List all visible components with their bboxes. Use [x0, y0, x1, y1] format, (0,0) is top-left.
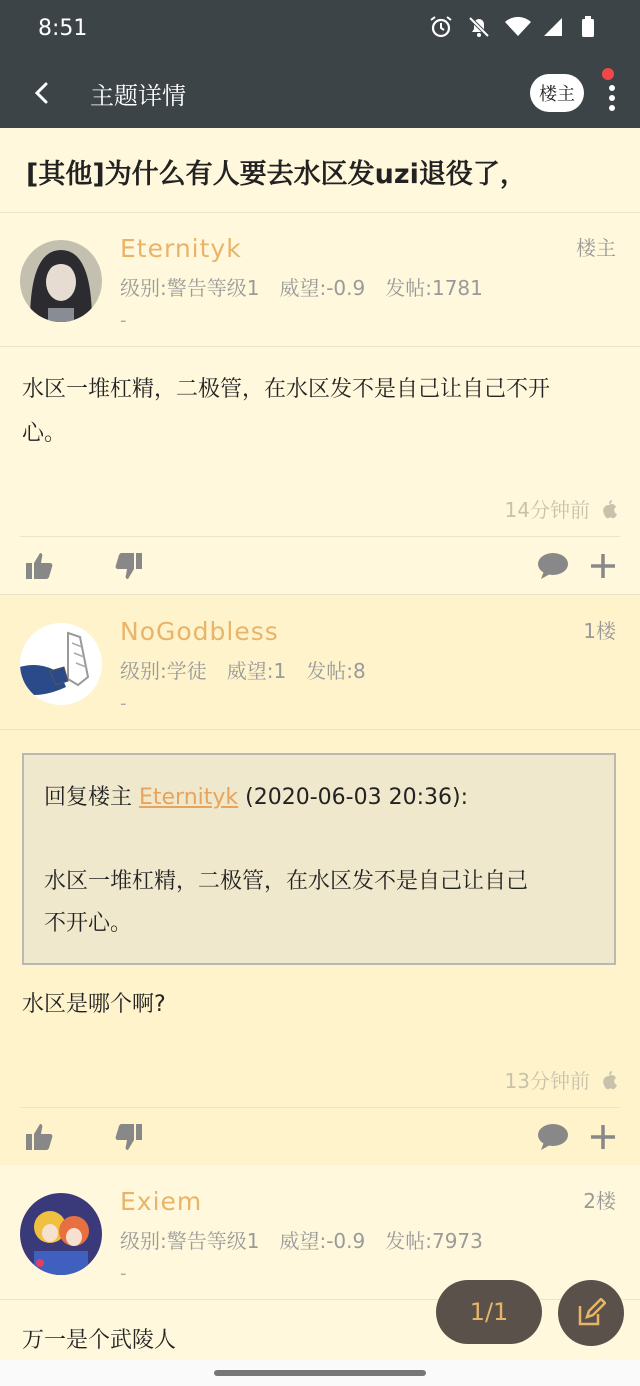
thumb-down-icon: [112, 549, 146, 583]
author-row: [0, 595, 640, 730]
quote-date: (2020-06-03 20:36):: [238, 785, 468, 810]
post-content-line: 水区一堆杠精，二极管，在水区发不是自己让自己不开: [22, 377, 551, 402]
post-content: [22, 368, 620, 456]
status-icons: [428, 14, 606, 40]
thread-title: [其他]为什么有人要去水区发uzi退役了，: [26, 159, 527, 190]
user-level: 级别:警告等级1: [120, 1229, 260, 1253]
user-meta: [120, 1225, 483, 1254]
user-meta: [120, 655, 366, 684]
signal-icon: [542, 14, 568, 40]
user-post-count: 发帖:7973: [385, 1229, 483, 1253]
post-time-text: 13分钟前: [504, 1069, 590, 1093]
page-title: 主题详情: [90, 82, 186, 110]
username[interactable]: Exiem: [120, 1187, 203, 1216]
quote-header: [44, 777, 594, 819]
like-button[interactable]: [22, 1120, 56, 1154]
author-row: [0, 212, 640, 347]
notification-dot: [602, 68, 614, 80]
plus-icon: [586, 1120, 620, 1154]
post-op: [0, 212, 640, 594]
thread-title-area: [0, 128, 640, 213]
post-time: [505, 494, 618, 523]
avatar[interactable]: [20, 623, 102, 705]
user-signature: -: [120, 1263, 127, 1284]
avatar[interactable]: [20, 240, 102, 322]
alarm-icon: [428, 14, 454, 40]
floor-label: 2楼: [583, 1189, 616, 1213]
quote-line: 不开心。: [44, 911, 133, 936]
status-bar: [0, 0, 640, 58]
thumb-down-icon: [112, 1120, 146, 1154]
system-nav-bar: [0, 1360, 640, 1386]
back-button[interactable]: [22, 76, 62, 110]
thumb-up-icon: [22, 549, 56, 583]
dislike-button[interactable]: [112, 1120, 146, 1154]
app-bar: [0, 58, 640, 128]
dislike-button[interactable]: [112, 549, 146, 583]
page-indicator-button[interactable]: 1/1: [436, 1280, 542, 1344]
home-gesture-pill[interactable]: [214, 1370, 426, 1376]
user-prestige: 威望:-0.9: [279, 1229, 366, 1253]
add-button[interactable]: [586, 1120, 620, 1154]
avatar[interactable]: [20, 1193, 102, 1275]
comment-icon: [536, 549, 570, 583]
user-signature: -: [120, 310, 127, 331]
edit-icon: [576, 1298, 606, 1328]
comment-button[interactable]: [536, 1120, 570, 1154]
user-meta: [120, 272, 483, 301]
apple-icon: [600, 499, 618, 519]
quote-line: 水区一堆杠精，二极管，在水区发不是自己让自己: [44, 869, 529, 894]
user-post-count: 发帖:1781: [385, 276, 483, 300]
username[interactable]: NoGodbless: [120, 617, 279, 646]
apple-icon: [600, 1070, 618, 1090]
post-reply: [0, 594, 640, 1165]
thumb-up-icon: [22, 1120, 56, 1154]
comment-icon: [536, 1120, 570, 1154]
comment-button[interactable]: [536, 549, 570, 583]
post-content: 万一是个武陵人: [22, 1328, 177, 1353]
user-prestige: 威望:1: [226, 659, 287, 683]
user-level: 级别:学徒: [120, 659, 207, 683]
floor-label: 楼主: [576, 236, 616, 260]
user-prestige: 威望:-0.9: [279, 276, 366, 300]
battery-icon: [580, 14, 606, 40]
like-button[interactable]: [22, 549, 56, 583]
post-time: [505, 1065, 618, 1094]
notifications-off-icon: [466, 14, 492, 40]
post-reply: [0, 1165, 640, 1360]
status-time: 8:51: [38, 16, 88, 41]
chevron-left-icon: [22, 76, 62, 110]
floor-label: 1楼: [583, 619, 616, 643]
action-bar: [20, 1107, 620, 1166]
post-content: 水区是哪个啊?: [22, 992, 166, 1017]
quote-prefix: 回复楼主: [44, 785, 139, 810]
post-time-text: 14分钟前: [504, 498, 590, 522]
author-row: [0, 1165, 640, 1300]
user-level: 级别:警告等级1: [120, 276, 260, 300]
reply-button[interactable]: [558, 1280, 624, 1346]
plus-icon: [586, 549, 620, 583]
add-button[interactable]: [586, 549, 620, 583]
username[interactable]: Eternityk: [120, 234, 242, 263]
user-post-count: 发帖:8: [306, 659, 366, 683]
quote-block: [22, 753, 616, 965]
quote-user-link[interactable]: Eternityk: [139, 785, 239, 810]
post-content-line: 心。: [22, 421, 67, 446]
only-op-button[interactable]: 楼主: [530, 74, 584, 112]
user-signature: -: [120, 693, 127, 714]
action-bar: [20, 536, 620, 595]
wifi-icon: [504, 14, 530, 40]
